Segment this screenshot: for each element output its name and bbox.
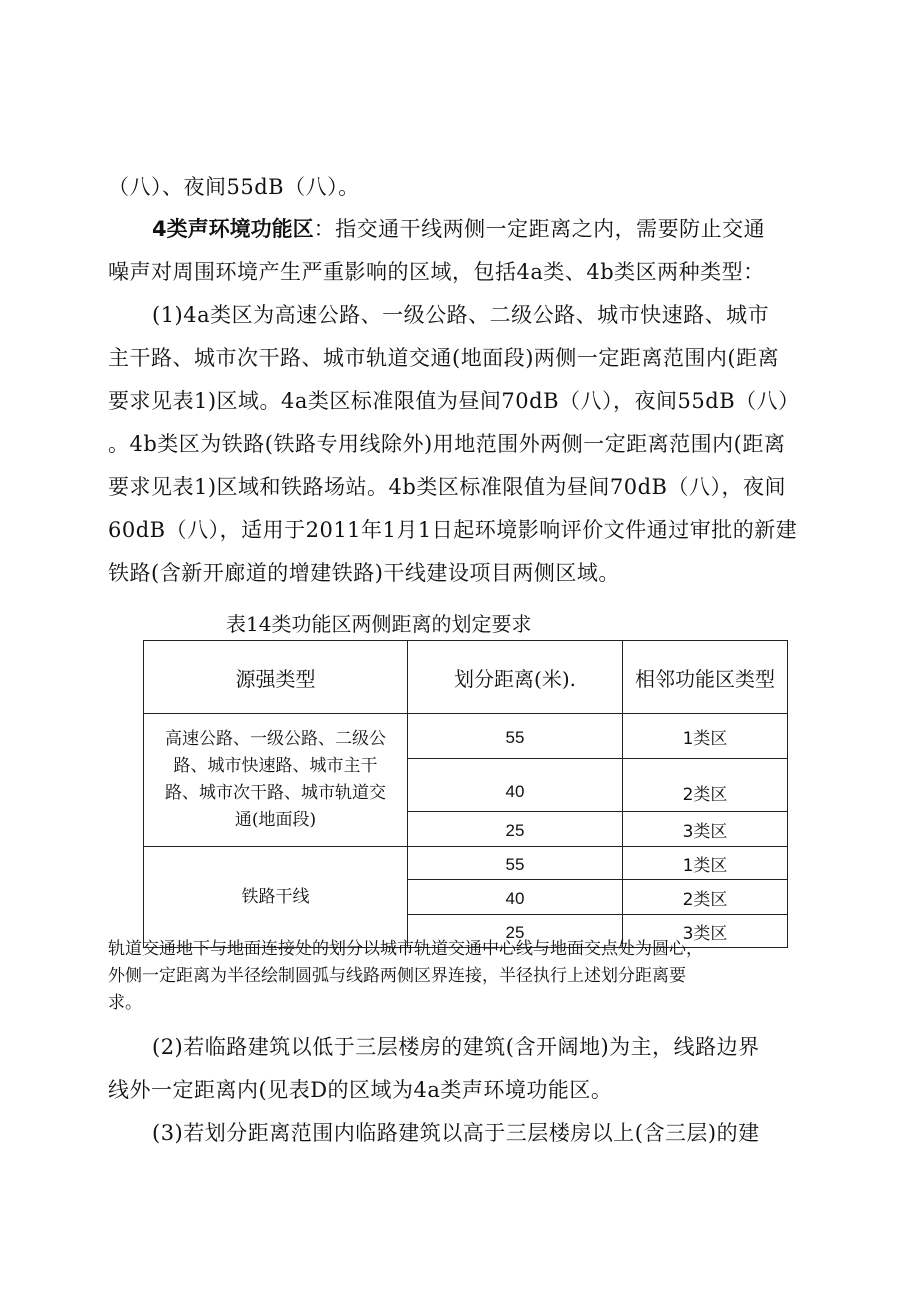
table-note-line: 外侧一定距离为半径绘制圆弧与线路两侧区界连接，半径执行上述划分距离要 — [108, 966, 686, 986]
distance-cell: 25 — [408, 915, 623, 948]
distance-cell: 25 — [408, 812, 623, 847]
paragraph-line: 噪声对周围环境产生严重影响的区域，包括4a类、4b类区两种类型： — [108, 260, 765, 284]
paragraph-line: 。4b类区为铁路(铁路专用线除外)用地范围外两侧一定距离范围内(距离 — [108, 432, 786, 456]
header-adjacent-zone: 相邻功能区类型 — [623, 641, 788, 714]
distance-cell: 40 — [408, 880, 623, 915]
distance-cell: 55 — [408, 714, 623, 759]
header-source-type: 源强类型 — [144, 641, 408, 714]
source-line: 路、城市次干路、城市轨道交 — [165, 783, 386, 803]
paragraph-line — [152, 214, 828, 244]
table-caption: 表14类功能区两侧距离的划定要求 — [226, 612, 532, 636]
distance-cell: 55 — [408, 847, 623, 880]
zone-cell: 2类区 — [623, 880, 788, 915]
zone-cell: 1类区 — [623, 847, 788, 880]
source-line: 高速公路、一级公路、二级公 — [165, 729, 386, 749]
paragraph-line: 主干路、城市次干路、城市轨道交通(地面段)两侧一定距离范围内(距离 — [108, 346, 780, 370]
zone-cell: 3类区 — [623, 812, 788, 847]
table-note-line: 轨道交通地下与地面连接处的划分以城市轨道交通中心线与地面交点处为圆心， — [108, 939, 703, 959]
paragraph-line: 铁路(含新开廊道的增建铁路)干线建设项目两侧区域。 — [108, 561, 620, 585]
table-header-row — [144, 641, 788, 714]
paragraph-line: 要求见表1)区域和铁路场站。4b类区标准限值为昼间70dB（八），夜间 — [108, 475, 786, 499]
source-type-cell — [144, 847, 408, 948]
zone-cell: 2类区 — [623, 759, 788, 812]
paragraph-text: ：指交通干线两侧一定距离之内，需要防止交通 — [313, 217, 766, 241]
paragraph-line: 60dB（八），适用于2011年1月1日起环境影响评价文件通过审批的新建 — [108, 518, 798, 542]
zone-cell: 1类区 — [623, 714, 788, 759]
zone-type-heading: 4类声环境功能区 — [152, 217, 314, 241]
table-row — [144, 714, 788, 759]
table-note-line: 求。 — [108, 993, 142, 1013]
source-type-cell — [144, 714, 408, 847]
table-row — [144, 847, 788, 880]
source-line: 通(地面段) — [234, 810, 317, 830]
distance-requirement-table — [143, 640, 788, 948]
paragraph-line: 要求见表1)区域。4a类区标准限值为昼间70dB（八），夜间55dB（八） — [108, 389, 800, 413]
header-distance: 划分距离(米). — [408, 641, 623, 714]
source-line: 路、城市快速路、城市主干 — [173, 756, 378, 776]
zone-cell: 3类区 — [623, 915, 788, 948]
paragraph-line: （八）、夜间55dB（八）。 — [108, 175, 360, 199]
paragraph-line: (3)若划分距离范围内临路建筑以高于三层楼房以上(含三层)的建 — [152, 1121, 760, 1145]
paragraph-line: (2)若临路建筑以低于三层楼房的建筑(含开阔地)为主，线路边界 — [152, 1035, 760, 1059]
paragraph-line: 线外一定距离内(见表D的区域为4a类声环境功能区。 — [108, 1078, 613, 1102]
paragraph-line: (1)4a类区为高速公路、一级公路、二级公路、城市快速路、城市 — [152, 303, 770, 327]
distance-cell: 40 — [408, 759, 623, 812]
source-line: 铁路干线 — [241, 886, 310, 907]
